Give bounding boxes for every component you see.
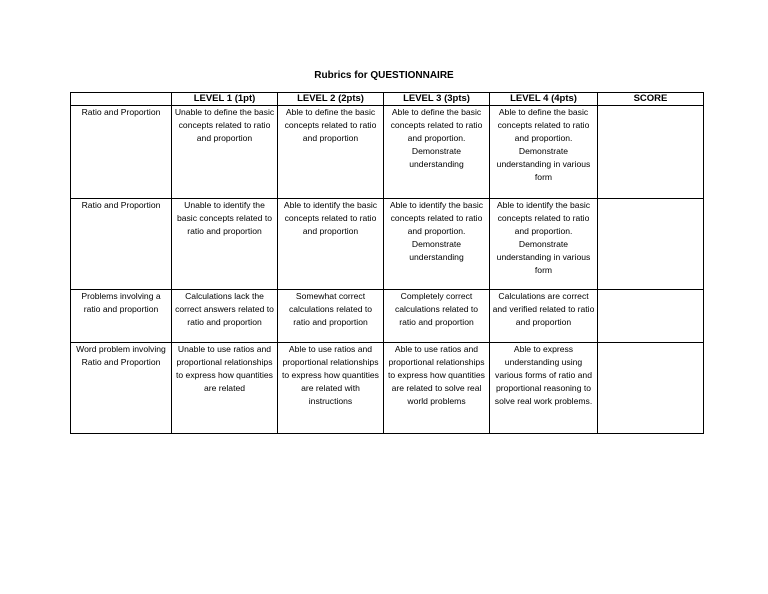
criterion-cell: Ratio and Proportion <box>71 199 172 290</box>
score-cell <box>598 106 704 199</box>
level-1-cell: Unable to define the basic concepts related to ratio and proportion <box>172 106 278 199</box>
header-level-2: LEVEL 2 (2pts) <box>278 93 384 106</box>
table-row <box>71 343 704 434</box>
score-cell <box>598 199 704 290</box>
header-level-4: LEVEL 4 (4pts) <box>490 93 598 106</box>
criterion-cell: Word problem involving Ratio and Proportion <box>71 343 172 434</box>
header-row <box>71 93 704 106</box>
criterion-cell: Problems involving a ratio and proportion <box>71 290 172 343</box>
rubric-table <box>70 92 704 434</box>
table-row <box>71 106 704 199</box>
level-2-cell: Somewhat correct calculations related to ratio and proportion <box>278 290 384 343</box>
level-2-cell: Able to use ratios and proportional relationships to express how quantities are related with instructions <box>278 343 384 434</box>
header-level-3: LEVEL 3 (3pts) <box>384 93 490 106</box>
level-1-cell: Unable to identify the basic concepts related to ratio and proportion <box>172 199 278 290</box>
score-cell <box>598 290 704 343</box>
level-3-cell: Able to identify the basic concepts related to ratio and proportion. Demonstrate understanding <box>384 199 490 290</box>
document-title: Rubrics for QUESTIONNAIRE <box>314 70 454 81</box>
level-4-cell: Able to express understanding using various forms of ratio and proportional reasoning to solve real work problems. <box>490 343 598 434</box>
level-4-cell: Able to identify the basic concepts related to ratio and proportion. Demonstrate understanding in various form <box>490 199 598 290</box>
level-2-cell: Able to define the basic concepts related to ratio and proportion <box>278 106 384 199</box>
level-4-cell: Able to define the basic concepts related to ratio and proportion. Demonstrate understanding in various form <box>490 106 598 199</box>
score-cell <box>598 343 704 434</box>
level-1-cell: Calculations lack the correct answers related to ratio and proportion <box>172 290 278 343</box>
level-2-cell: Able to identify the basic concepts related to ratio and proportion <box>278 199 384 290</box>
level-3-cell: Completely correct calculations related to ratio and proportion <box>384 290 490 343</box>
table-row <box>71 290 704 343</box>
level-3-cell: Able to use ratios and proportional relationships to express how quantities are related to solve real world problems <box>384 343 490 434</box>
header-criterion <box>71 93 172 106</box>
header-level-1: LEVEL 1 (1pt) <box>172 93 278 106</box>
level-1-cell: Unable to use ratios and proportional relationships to express how quantities are related <box>172 343 278 434</box>
criterion-cell: Ratio and Proportion <box>71 106 172 199</box>
header-score: SCORE <box>598 93 704 106</box>
table-row <box>71 199 704 290</box>
level-4-cell: Calculations are correct and verified related to ratio and proportion <box>490 290 598 343</box>
level-3-cell: Able to define the basic concepts related to ratio and proportion. Demonstrate understanding <box>384 106 490 199</box>
